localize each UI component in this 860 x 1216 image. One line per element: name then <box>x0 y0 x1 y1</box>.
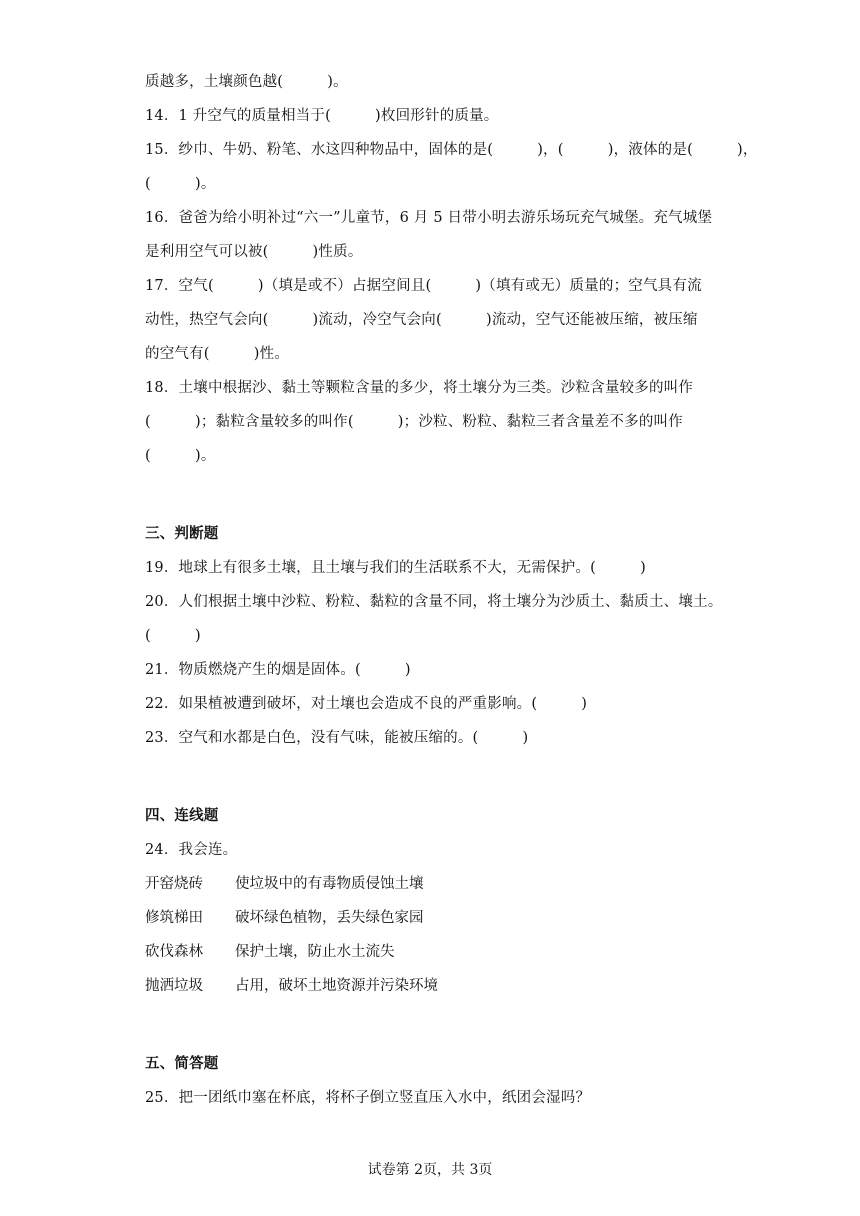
text-line: ( )。 <box>145 176 216 192</box>
match-left-item: 开窑烧砖 <box>145 876 203 892</box>
question-25: 25．把一团纸巾塞在杯底，将杯子倒立竖直压入水中，纸团会湿吗？ <box>145 1090 591 1106</box>
match-right-item: 破坏绿色植物，丢失绿色家园 <box>235 910 424 926</box>
question-21: 21．物质燃烧产生的烟是固体。( ) <box>145 662 411 678</box>
question-18: 18．土壤中根据沙、黏土等颗粒含量的多少，将土壤分为三类。沙粒含量较多的叫作 <box>145 380 694 396</box>
question-16: 16．爸爸为给小明补过“六一”儿童节，6 月 5 日带小明去游乐场玩充气城堡。充气城堡 <box>145 210 713 226</box>
section-title-matching: 四、连线题 <box>145 807 219 824</box>
text-line: ( )。 <box>145 448 216 464</box>
text-line: ( )；黏粒含量较多的叫作( )；沙粒、粉粒、黏粒三者含量差不多的叫作 <box>145 414 683 430</box>
question-19: 19．地球上有很多土壤，且土壤与我们的生活联系不大，无需保护。( ) <box>145 560 646 576</box>
page-footer: 试卷第 2页，共 3页 <box>367 1162 493 1178</box>
match-left-item: 抛洒垃圾 <box>145 978 203 994</box>
match-left-item: 修筑梯田 <box>145 910 203 926</box>
question-20: 20．人们根据土壤中沙粒、粉粒、黏粒的含量不同，将土壤分为沙质土、黏质土、壤土。 <box>145 594 723 610</box>
question-24: 24．我会连。 <box>145 842 238 858</box>
text-line: ( ) <box>145 628 201 644</box>
match-right-item: 使垃圾中的有毒物质侵蚀土壤 <box>235 876 424 892</box>
match-right-item: 保护土壤，防止水土流失 <box>235 944 395 960</box>
text-line: 质越多，土壤颜色越( )。 <box>145 74 348 90</box>
question-17: 17．空气( )（填是或不）占据空间且( )（填有或无）质量的；空气具有流 <box>145 278 702 294</box>
text-line: 是利用空气可以被( )性质。 <box>145 244 363 260</box>
question-23: 23．空气和水都是白色，没有气味，能被压缩的。( ) <box>145 730 529 746</box>
text-line: 的空气有( )性。 <box>145 346 290 362</box>
match-left-item: 砍伐森林 <box>145 944 203 960</box>
question-15: 15．纱巾、牛奶、粉笔、水这四种物品中，固体的是( )，( )，液体的是( )， <box>145 142 758 158</box>
match-right-item: 占用，破坏土地资源并污染环境 <box>235 978 438 994</box>
question-14: 14．1 升空气的质量相当于( )枚回形针的质量。 <box>145 108 499 124</box>
section-title-judgment: 三、判断题 <box>145 525 219 542</box>
section-title-short-answer: 五、简答题 <box>145 1055 219 1072</box>
question-22: 22．如果植被遭到破坏，对土壤也会造成不良的严重影响。( ) <box>145 696 588 712</box>
text-line: 动性，热空气会向( )流动，冷空气会向( )流动，空气还能被压缩，被压缩 <box>145 312 698 328</box>
